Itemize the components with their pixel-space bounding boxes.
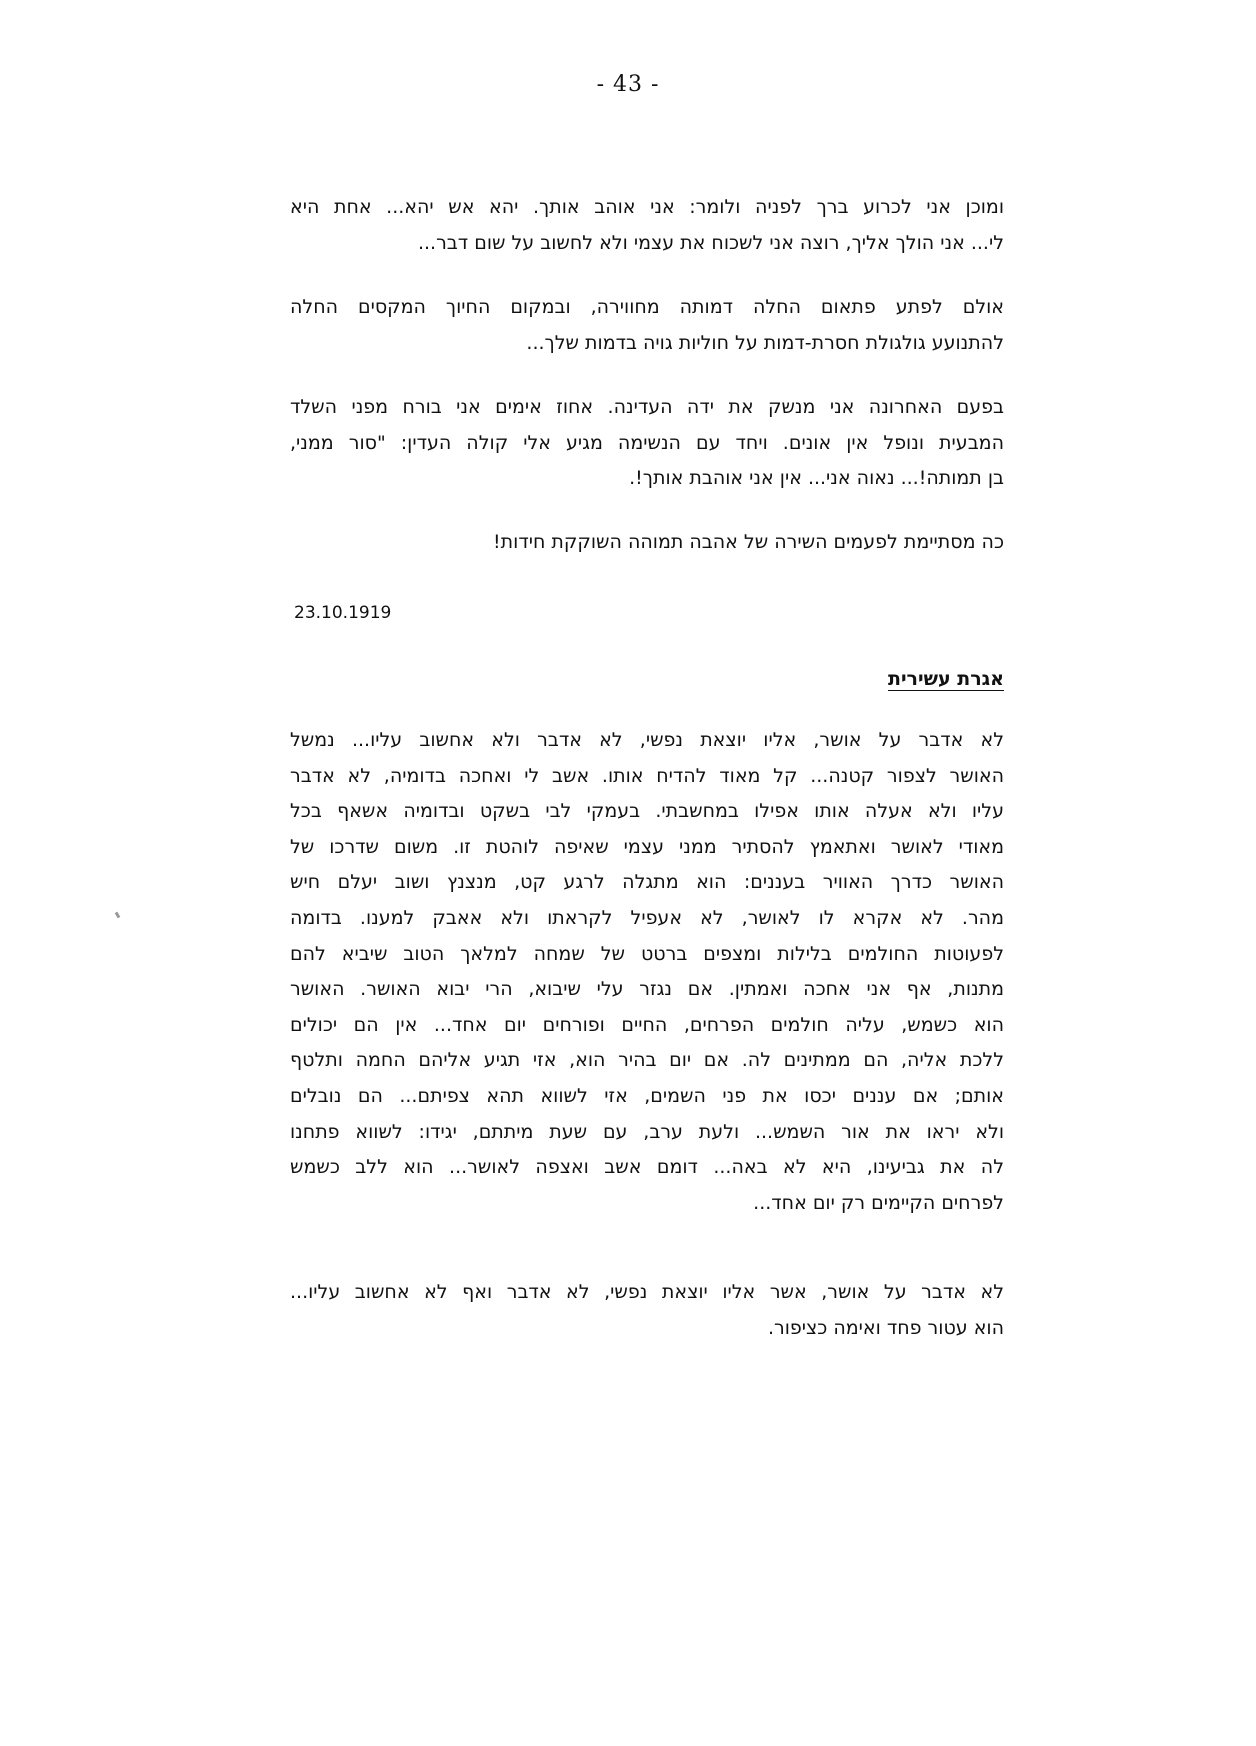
paragraph-6 (290, 1275, 1004, 1346)
paragraph-2 (290, 290, 1004, 361)
text-line: לה את גביעינו, היא לא באה... דומם אשב ואצפה לאושר... הוא ללב כשמש (290, 1156, 1004, 1179)
text-line: בן תמותה!... נאוה אני... אין אני אוהבת אותך!. (629, 467, 1004, 489)
text-line: הוא כשמש, עליה חולמים הפרחים, החיים ופורחים יום אחד... אין הם יכולים (290, 1013, 1004, 1036)
text-line: לא אדבר על אושר, אשר אליו יוצאת נפשי, לא אדבר ואף לא אחשוב עליו... (290, 1281, 1004, 1303)
text-line: האושר כדרך האוויר בעננים: הוא מתגלה לרגע קט, מנצנץ ושוב יעלם חיש (290, 871, 1004, 894)
paragraph-1 (290, 190, 1004, 261)
text-line: אולם לפתע פתאום החלה דמותה מחווירה, ובמקום החיוך המקסים החלה (290, 296, 1004, 318)
page-number: - 43 - (596, 72, 660, 97)
paragraph-5 (290, 723, 1004, 1221)
text-line: כה מסתיימת לפעמים השירה של אהבה תמוהה השוקקת חידות! (493, 531, 1004, 553)
text-line: ומוכן אני לכרוע ברך לפניה ולומר: אני אוהב אותך. יהא אש יהא... אחת היא (290, 196, 1004, 218)
text-line: אותם; אם עננים יכסו את פני השמים, אזי לשווא תהא צפיתם... הם נובלים (290, 1084, 1004, 1107)
text-line: מאודי לאושר ואתאמץ להסתיר ממני עצמי שאיפה לוהטת זו. משום שדרכו של (290, 835, 1004, 858)
letter-date: 23.10.1919 (294, 603, 392, 623)
text-line: ולא יראו את אור השמש... ולעת ערב, עם שעת מיתתם, יגידו: לשווא פתחנו (290, 1120, 1004, 1143)
paragraph-3 (290, 390, 1004, 497)
text-line: לא אדבר על אושר, אליו יוצאת נפשי, לא אדבר ולא אחשוב עליו... נמשל (290, 729, 1004, 751)
text-line: האושר לצפור קטנה... קל מאוד להדיח אותו. אשב לי ואחכה בדומיה, לא אדבר (290, 764, 1004, 787)
text-line: מהר. לא אקרא לו לאושר, לא אעפיל לקראתו ולא אאבק למענו. בדומה (290, 906, 1004, 929)
text-line: לי... אני הולך אליך, רוצה אני לשכוח את עצמי ולא לחשוב על שום דבר... (417, 231, 1004, 254)
text-line: ללכת אליה, הם ממתינים לה. אם יום בהיר הוא, אזי תגיע אליהם החמה ותלטף (290, 1049, 1004, 1072)
text-line: לפעוטות החולמים בלילות ומצפים ברטט של שמחה למלאך הטוב שיביא להם (290, 942, 1004, 965)
text-line: בפעם האחרונה אני מנשק את ידה העדינה. אחוז אימים אני בורח מפני השלד (290, 396, 1004, 418)
letter-heading: אגרת עשירית (887, 668, 1004, 690)
paragraph-4 (290, 525, 1004, 561)
text-line: הוא עטור פחד ואימה כציפור. (767, 1316, 1004, 1339)
text-line: עליו ולא אעלה אותו אפילו במחשבתי. בעמקי לבי בשקט ובדומיה אשאף בכל (290, 800, 1004, 823)
scan-speck (115, 912, 121, 919)
text-line: מתנות, אף אני אחכה ואמתין. אם נגזר עלי שיבוא, הרי יבוא האושר. האושר (290, 978, 1004, 1001)
text-line: לפרחים הקיימים רק יום אחד... (753, 1191, 1004, 1214)
text-line: המבעית ונופל אין אונים. ויחד עם הנשימה מגיע אלי קולה העדין: "סור ממני, (290, 431, 1004, 454)
text-line: להתנועע גולגולת חסרת-דמות על חוליות גויה בדמות שלך... (526, 331, 1004, 354)
